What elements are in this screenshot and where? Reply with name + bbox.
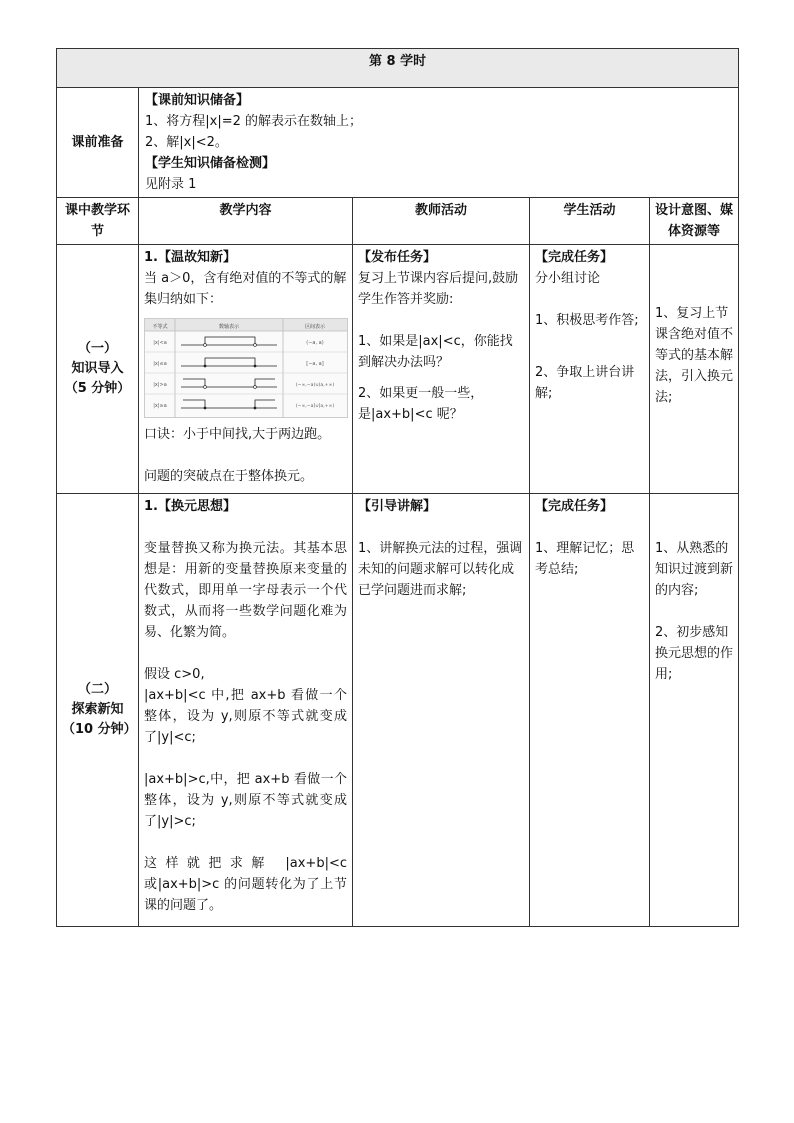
section-1-teacher-heading: 【发布任务】 — [358, 250, 437, 265]
mini-header-axis: 数轴表示 — [218, 324, 240, 330]
section-2-content-p3: |ax+b|>c,中，把 ax+b 看做一个整体，设为 y,则原不等式就变成了|y|>c; — [144, 772, 347, 829]
lesson-title: 第 8 学时 — [57, 49, 739, 88]
section-1-design-text: 1、复习上节课含绝对值不等式的基本解法，引入换元法; — [655, 306, 734, 405]
header-teacher: 教师活动 — [353, 198, 530, 245]
section-2-stage: （二） 探索新知 （10 分钟） — [57, 494, 139, 927]
mini-interval-4: (−∞,−a]∪[a,+∞) — [295, 404, 335, 409]
section-2-content — [139, 494, 353, 927]
mini-header-ineq: 不等式 — [152, 324, 168, 330]
section-1-content-heading: 1.【温故知新】 — [144, 250, 236, 265]
section-1-content-intro: 当 a＞0，含有绝对值的不等式的解集归纳如下： — [144, 271, 347, 307]
mini-interval-1: (−a, a) — [306, 340, 324, 346]
abs-inequality-summary-figure — [144, 318, 348, 418]
section-2-content-p2b: |ax+b|<c 中,把 ax+b 看做一个整体，设为 y,则原不等式就变成了|y|<c; — [144, 688, 347, 745]
mini-interval-2: [−a, a] — [306, 361, 324, 367]
section-2-design — [650, 494, 739, 927]
abs-inequality-summary-table — [145, 319, 347, 417]
title-row — [57, 49, 739, 88]
section-2-design-1: 1、从熟悉的知识过渡到新的内容; — [655, 541, 734, 598]
section-1-student — [530, 245, 650, 494]
prep-appendix: 见附录 1 — [145, 177, 197, 192]
section-1-teacher-intro: 复习上节课内容后提问,鼓励学生作答并奖励: — [358, 271, 519, 307]
prep-item-1: 1、将方程|x|=2 的解表示在数轴上； — [145, 114, 363, 129]
section-1-key-point: 问题的突破点在于整体换元。 — [144, 469, 314, 484]
section-2-content-p1: 变量替换又称为换元法。其基本思想是：用新的变量替换原来变量的代数式，即用单一字母表示一个代数式，从而将一些数学问题化难为易、化繁为简。 — [144, 541, 347, 640]
section-2-teacher-1: 1、讲解换元法的过程，强调未知的问题求解可以转化成已学问题进而求解; — [358, 541, 523, 598]
section-2-row — [57, 494, 739, 927]
section-1-design — [650, 245, 739, 494]
prep-row — [57, 88, 739, 198]
section-1-content — [139, 245, 353, 494]
lesson-plan-table — [56, 48, 739, 927]
header-content: 教学内容 — [139, 198, 353, 245]
section-2-content-heading: 1.【换元思想】 — [144, 499, 236, 514]
section-2-design-2: 2、初步感知换元思想的作用; — [655, 625, 734, 682]
section-1-student-2: 1、积极思考作答; — [535, 313, 639, 328]
header-row — [57, 198, 739, 245]
section-2-content-p2a: 假设 c>0, — [144, 667, 205, 682]
section-2-teacher — [353, 494, 530, 927]
mini-ineq-2: |x|≤a — [153, 361, 167, 367]
section-2-student-heading: 【完成任务】 — [535, 499, 614, 514]
section-1-row — [57, 245, 739, 494]
header-design: 设计意图、媒体资源等 — [650, 198, 739, 245]
section-2-teacher-heading: 【引导讲解】 — [358, 499, 437, 514]
header-stage: 课中教学环节 — [57, 198, 139, 245]
mini-ineq-4: |x|≥a — [153, 403, 167, 409]
section-2-student-1: 1、理解记忆；思考总结; — [535, 541, 635, 577]
section-1-teacher-q2: 2、如果更一般一些，是|ax+b|<c 呢？ — [358, 386, 484, 422]
mini-interval-3: (−∞,−a)∪(a,+∞) — [295, 383, 335, 388]
prep-heading-knowledge: 【课前知识储备】 — [145, 93, 250, 108]
section-2-student — [530, 494, 650, 927]
section-1-student-1: 分小组讨论 — [535, 271, 601, 286]
prep-heading-check: 【学生知识储备检测】 — [145, 156, 276, 171]
header-student: 学生活动 — [530, 198, 650, 245]
prep-label: 课前准备 — [57, 88, 139, 198]
section-1-stage: （一） 知识导入 （5 分钟） — [57, 245, 139, 494]
section-1-student-3: 2、争取上讲台讲解; — [535, 365, 635, 401]
section-2-content-p4: 这样就把求解 |ax+b|<c 或|ax+b|>c 的问题转化为了上节课的问题了。 — [144, 856, 347, 913]
section-1-teacher-q1: 1、如果是|ax|<c，你能找到解决办法吗？ — [358, 334, 513, 370]
prep-item-2: 2、解|x|<2。 — [145, 135, 228, 150]
section-1-rhyme: 口诀：小于中间找,大于两边跑。 — [144, 427, 331, 442]
section-1-teacher — [353, 245, 530, 494]
mini-ineq-3: |x|>a — [153, 382, 167, 388]
mini-ineq-1: |x|<a — [153, 340, 167, 346]
mini-header-interval: 区间表示 — [304, 324, 326, 330]
section-1-student-heading: 【完成任务】 — [535, 250, 614, 265]
prep-content — [139, 88, 739, 198]
